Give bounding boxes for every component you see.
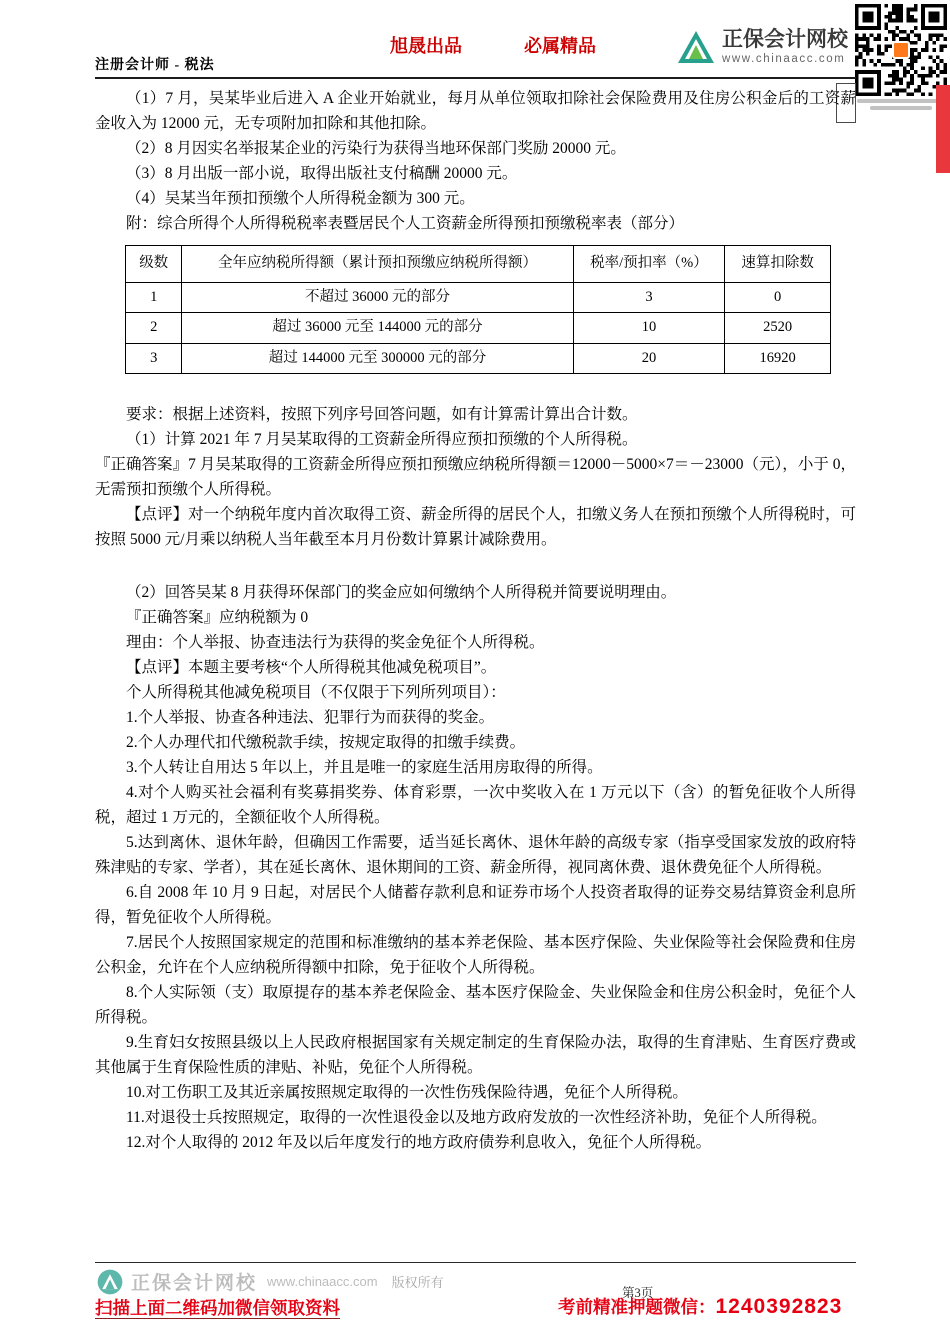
qr-caption <box>857 99 945 113</box>
paragraph: 3.个人转让自用达 5 年以上，并且是唯一的家庭生活用房取得的所得。 <box>126 759 603 777</box>
qr-center-logo-icon <box>892 41 910 59</box>
paragraph: 6.自 2008 年 10 月 9 日起，对居民个人储蓄存款利息和证券市场个人投资者取得的证券交易结算资金利息所得，暂免征收个人所得税。 <box>95 884 856 927</box>
paragraph: （1）7 月，吴某毕业后进入 A 企业开始就业，每月从单位领取扣除社会保险费用及住房公积金后的工资薪金收入为 12000 元，无专项附加扣除和其他扣除。 <box>95 90 856 132</box>
side-red-banner <box>936 85 950 173</box>
cell-rate: 20 <box>573 343 725 374</box>
paragraph: （2）8 月因实名举报某企业的污染行为获得当地环保部门奖励 20000 元。 <box>126 140 626 157</box>
footer-info <box>97 1268 444 1295</box>
chinaacc-logo-icon <box>676 28 716 68</box>
paragraph: （2）回答吴某 8 月获得环保部门的奖金应如何缴纳个人所得税并简要说明理由。 <box>126 584 677 602</box>
paragraph: 个人所得税其他减免税项目（不仅限于下列所列项目）： <box>126 684 506 702</box>
cell-rate: 10 <box>573 313 725 344</box>
cell-level: 3 <box>126 343 182 374</box>
paragraph: 4.对个人购买社会福利有奖募捐奖券、体育彩票，一次中奖收入在 1 万元以下（含）的暂免征收个人所得税，超过 1 万元的，全额征收个人所得税。 <box>95 784 856 827</box>
slogan-left: 旭晟出品 <box>390 36 462 56</box>
slogan-right: 必属精品 <box>524 36 596 56</box>
paragraph: 理由：个人举报、协查违法行为获得的奖金免征个人所得税。 <box>126 634 545 652</box>
cell-level: 2 <box>126 313 182 344</box>
qr-code <box>855 4 947 96</box>
footer-brand-url: www.chinaacc.com <box>267 1274 378 1289</box>
paragraph: 『正确答案』7 月吴某取得的工资薪金所得应预扣预缴应纳税所得额＝12000－5000×7＝－23000（元），小于 0，无需预扣预缴个人所得税。 <box>95 456 856 499</box>
footer-brand-name: 正保会计网校 <box>131 1273 258 1294</box>
paragraph: 8.个人实际领（支）取原提存的基本养老保险金、基本医疗保险金、失业保险金和住房公积金时，免征个人所得税。 <box>95 984 856 1027</box>
paragraph: 『正确答案』应纳税额为 0 <box>126 609 309 627</box>
footer-divider <box>95 1262 856 1263</box>
table-row <box>126 313 831 344</box>
paragraph: （3）8 月出版一部小说，取得出版社支付稿酬 20000 元。 <box>126 165 518 182</box>
table-header-row <box>126 246 831 283</box>
paragraph: 11.对退役士兵按照规定，取得的一次性退役金以及地方政府发放的一次性经济补助，免征个人所得税。 <box>126 1109 827 1127</box>
wechat-label: 考前精准押题微信： <box>558 1297 716 1317</box>
intro-section <box>95 86 856 236</box>
page-number: 第3页 <box>622 1286 654 1300</box>
brand-name: 正保会计网校 <box>722 28 848 51</box>
paragraph: 9.生育妇女按照县级以上人民政府根据国家有关规定制定的生育保险办法，取得的生育津贴、生育医疗费或其他属于生育保险性质的津贴、补贴，免征个人所得税。 <box>95 1034 856 1077</box>
paragraph: 2.个人办理代扣代缴税款手续，按规定取得的扣缴手续费。 <box>126 734 526 752</box>
wechat-note <box>558 1294 842 1319</box>
document-content <box>95 86 856 1155</box>
wechat-number: 1240392823 <box>715 1295 843 1318</box>
brand-logo <box>676 28 848 68</box>
cell-deduction: 0 <box>725 282 831 313</box>
footer-copyright: 版权所有 <box>391 1275 444 1290</box>
col-header-bracket: 全年应纳税所得额（累计预扣预缴应纳税所得额） <box>182 246 573 283</box>
cell-deduction: 2520 <box>725 313 831 344</box>
cell-bracket: 超过 144000 元至 300000 元的部分 <box>182 343 573 374</box>
paragraph: 1.个人举报、协查各种违法、犯罪行为而获得的奖金。 <box>126 709 495 727</box>
course-title: 注册会计师 - 税法 <box>95 58 215 73</box>
scan-note: 扫描上面二维码加微信领取资料 <box>95 1298 340 1318</box>
table-row <box>126 282 831 313</box>
cell-bracket: 超过 36000 元至 144000 元的部分 <box>182 313 573 344</box>
paragraph: 要求：根据上述资料，按照下列序号回答问题，如有计算需计算出合计数。 <box>126 406 638 424</box>
col-header-level: 级数 <box>126 246 182 283</box>
paragraph: 5.达到离休、退休年龄，但确因工作需要，适当延长离休、退休年龄的高级专家（指享受国家发放的政府特殊津贴的专家、学者），其在延长离休、退休期间的工资、薪金所得，视同离休费、退休费免征个人所得税。 <box>95 834 856 877</box>
paragraph: 附：综合所得个人所得税税率表暨居民个人工资薪金所得预扣预缴税率表（部分） <box>126 215 685 232</box>
cell-bracket: 不超过 36000 元的部分 <box>182 282 573 313</box>
chinaacc-footer-logo-icon <box>97 1269 123 1295</box>
paragraph: 10.对工伤职工及其近亲属按照规定取得的一次性伤残保险待遇，免征个人所得税。 <box>126 1084 688 1102</box>
col-header-rate: 税率/预扣率（%） <box>573 246 725 283</box>
paragraph: 7.居民个人按照国家规定的范围和标准缴纳的基本养老保险、基本医疗保险、失业保险等社会保险费和住房公积金，允许在个人应纳税所得额中扣除，免于征收个人所得税。 <box>95 934 856 977</box>
cell-level: 1 <box>126 282 182 313</box>
cell-rate: 3 <box>573 282 725 313</box>
brand-url: www.chinaacc.com <box>722 53 846 66</box>
header-divider <box>95 77 856 79</box>
table-body <box>126 282 831 374</box>
main-section <box>95 402 856 1155</box>
tax-rate-table <box>125 245 831 374</box>
paragraph: （4）吴某当年预扣预缴个人所得税金额为 300 元。 <box>126 190 475 207</box>
col-header-deduction: 速算扣除数 <box>725 246 831 283</box>
cell-deduction: 16920 <box>725 343 831 374</box>
paragraph: （1）计算 2021 年 7 月吴某取得的工资薪金所得应预扣预缴的个人所得税。 <box>126 431 638 449</box>
paragraph: 【点评】本题主要考核“个人所得税其他减免税项目”。 <box>126 659 497 677</box>
brand-text <box>722 28 848 65</box>
paragraph: 【点评】对一个纳税年度内首次取得工资、薪金所得的居民个人，扣缴义务人在预扣预缴个人所得税时，可按照 5000 元/月乘以纳税人当年截至本月月份数计算累计减除费用。 <box>95 506 856 549</box>
paragraph: 12.对个人取得的 2012 年及以后年度发行的地方政府债券利息收入，免征个人所得税。 <box>126 1134 712 1152</box>
table-row <box>126 343 831 374</box>
